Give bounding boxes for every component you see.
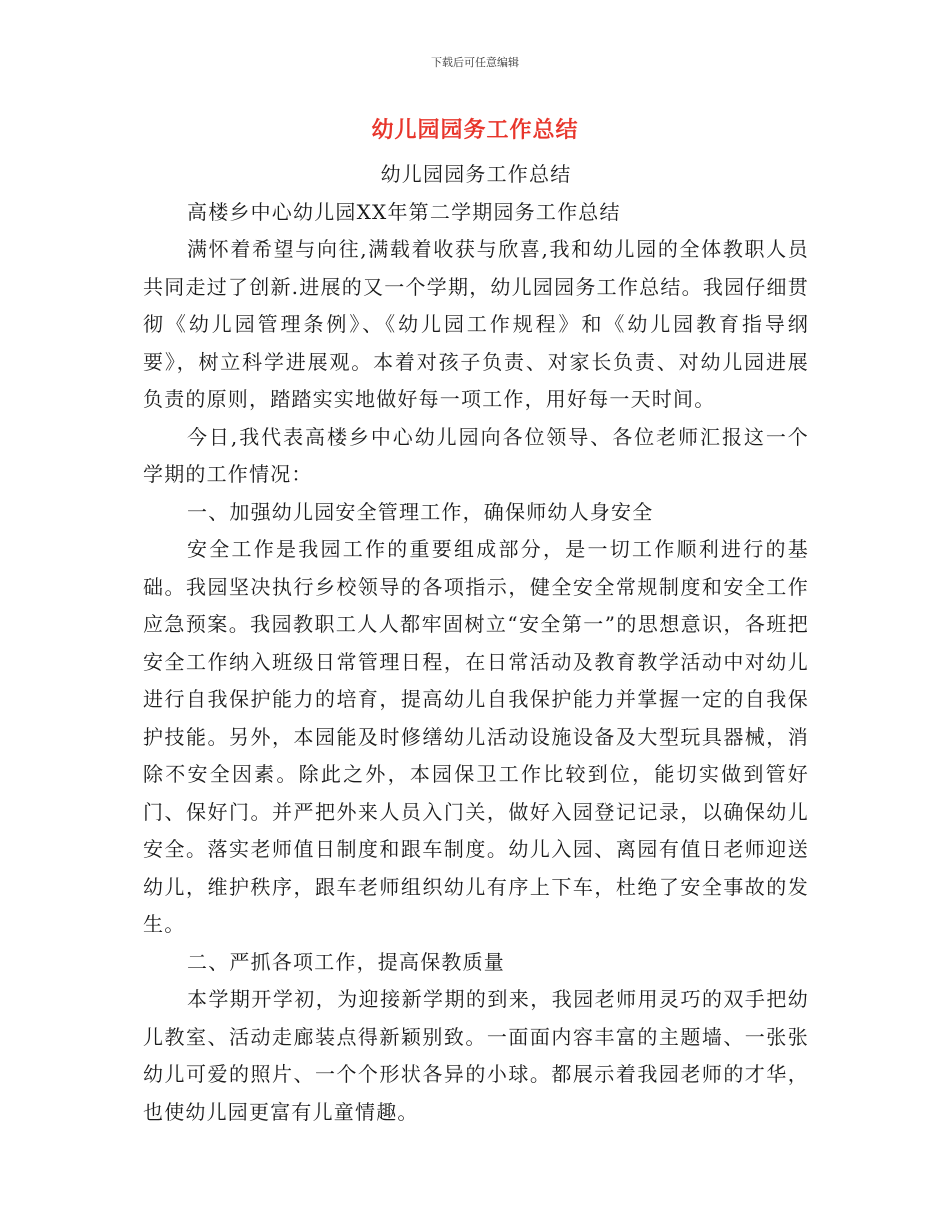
paragraph-safety: 安全工作是我园工作的重要组成部分，是一切工作顺利进行的基础。我园坚决执行乡校领导的各项指示，健全安全常规制度和安全工作应急预案。我园教职工人人都牢固树立“安全第一”的思想意识，各班把安全工作纳入班级日常管理日程，在日常活动及教育教学活动中对幼儿进行自我保护能力的培育，提高幼儿自我保护能力并掌握一定的自我保护技能。另外，本园能及时修缮幼儿活动设施设备及大型玩具器械，消除不安全因素。除此之外，本园保卫工作比较到位，能切实做到管好门、保好门。并严把外来人员入门关，做好入园登记记录，以确保幼儿安全。落实老师值日制度和跟车制度。幼儿入园、离园有值日老师迎送幼儿，维护秩序，跟车老师组织幼儿有序上下车，杜绝了安全事故的发生。 — [143, 537, 809, 936]
subtitle: 幼儿园园务工作总结 — [380, 162, 572, 186]
paragraph-report: 今日,我代表高楼乡中心幼儿园向各位领导、各位老师汇报这一个学期的工作情况： — [143, 424, 809, 486]
section-heading-quality: 二、严抓各项工作，提高保教质量 — [187, 949, 505, 974]
header-note: 下载后可任意编辑 — [431, 56, 519, 69]
paragraph-quality: 本学期开学初，为迎接新学期的到来，我园老师用灵巧的双手把幼儿教室、活动走廊装点得新颖别致。一面面内容丰富的主题墙、一张张幼儿可爱的照片、一个个形状各异的小球。都展示着我园老师的才华，也使幼儿园更富有儿童情趣。 — [143, 987, 809, 1124]
section-heading-safety: 一、加强幼儿园安全管理工作，确保师幼人身安全 — [187, 499, 654, 524]
report-heading: 高楼乡中心幼儿园XX年第二学期园务工作总结 — [187, 199, 621, 224]
paragraph-intro: 满怀着希望与向往,满载着收获与欣喜,我和幼儿园的全体教职人员共同走过了创新.进展的又一个学期，幼儿园园务工作总结。我园仔细贯彻《幼儿园管理条例》、《幼儿园工作规程》和《幼儿园教育指导纲要》，树立科学进展观。本着对孩子负责、对家长负责、对幼儿园进展负责的原则，踏踏实实地做好每一项工作，用好每一天时间。 — [143, 237, 809, 411]
document-body — [143, 156, 809, 1131]
document-title: 幼儿园园务工作总结 — [371, 117, 579, 143]
